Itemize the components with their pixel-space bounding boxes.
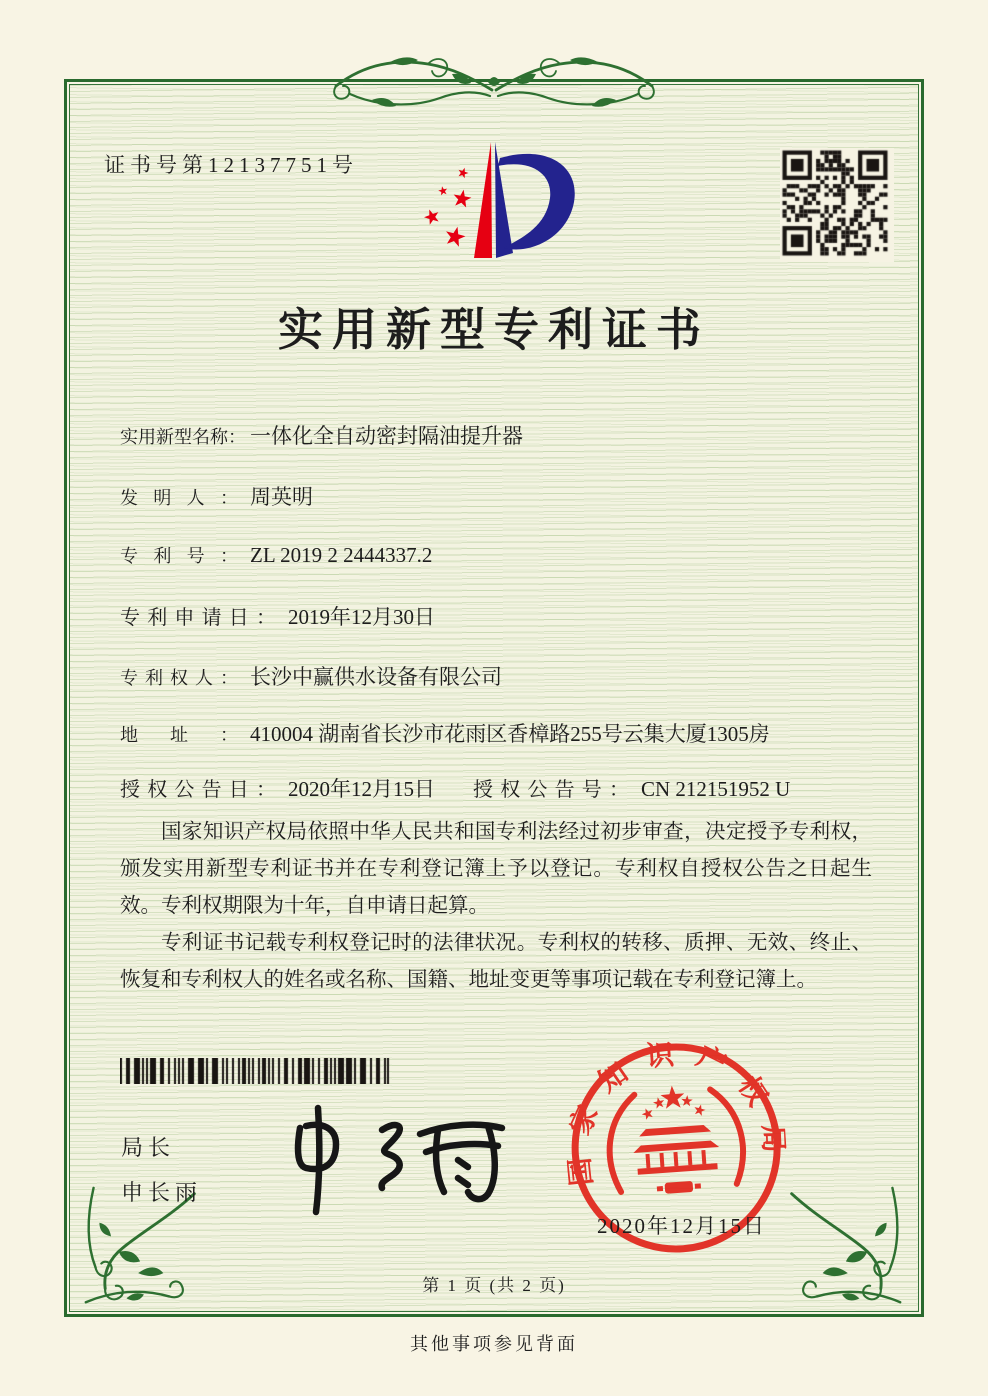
field-label: 专利申请日： — [120, 607, 276, 629]
field-row — [120, 481, 313, 511]
field-label: 专利号： — [120, 546, 238, 566]
logo-stars — [422, 142, 492, 258]
barcode — [120, 1058, 390, 1084]
seal-emblem — [629, 1083, 722, 1196]
field-value: 2020年12月15日 — [288, 777, 435, 801]
field-row — [120, 542, 432, 568]
field-value: 周英明 — [250, 485, 313, 509]
field-row — [120, 661, 502, 691]
top-ornament-icon — [328, 52, 660, 118]
officer-name: 申长雨 — [121, 1180, 203, 1205]
field-label: 地址： — [120, 725, 238, 745]
field-label: 授权公告日： — [120, 779, 276, 801]
field-label: 专利权人： — [120, 668, 238, 688]
certificate-title: 实用新型专利证书 — [277, 305, 710, 355]
seal-date: 2020年12月15日 — [597, 1214, 766, 1238]
legal-paragraph: 国家知识产权局依照中华人民共和国专利法经过初步审查，决定授予专利权，颁发实用新型专利证书并在专利登记簿上予以登记。专利权自授权公告之日起生效。专利权期限为十年，自申请日起算。 — [120, 821, 872, 917]
field-label: 授权公告号： — [473, 779, 629, 801]
signature-icon — [262, 1100, 514, 1222]
field-value: 一体化全自动密封隔油提升器 — [250, 424, 523, 448]
legal-paragraph: 专利证书记载专利权登记时的法律状况。专利权的转移、质押、无效、终止、恢复和专利权人的姓名或名称、国籍、地址变更等事项记载在专利登记簿上。 — [120, 932, 872, 991]
certificate-number: 证书号第12137751号 — [104, 153, 358, 177]
logo-wedge-red — [474, 142, 492, 258]
seal-ring-text: 国家知识产权局 — [562, 1038, 790, 1188]
field-row-grant — [120, 773, 791, 803]
field-value: ZL 2019 2 2444337.2 — [250, 543, 433, 567]
field-value: CN 212151952 U — [641, 777, 791, 801]
field-row — [120, 601, 435, 631]
field-row — [120, 718, 770, 748]
page-number: 第 1 页 (共 2 页) — [422, 1276, 566, 1295]
legal-text — [120, 814, 872, 999]
grant-number — [473, 773, 790, 802]
field-value: 长沙中赢供水设备有限公司 — [250, 665, 502, 689]
qr-code — [780, 148, 894, 262]
field-label: 实用新型名称： — [120, 427, 246, 447]
cnipa-logo-icon — [418, 136, 593, 288]
logo-blue-shapes — [495, 142, 575, 258]
field-label: 发明人： — [120, 488, 238, 508]
officer-title: 局长 — [121, 1135, 176, 1160]
field-value: 410004 湖南省长沙市花雨区香樟路255号云集大厦1305房 — [250, 722, 770, 746]
field-row — [120, 420, 523, 450]
field-value: 2019年12月30日 — [288, 605, 435, 629]
back-note: 其他事项参见背面 — [410, 1334, 578, 1354]
